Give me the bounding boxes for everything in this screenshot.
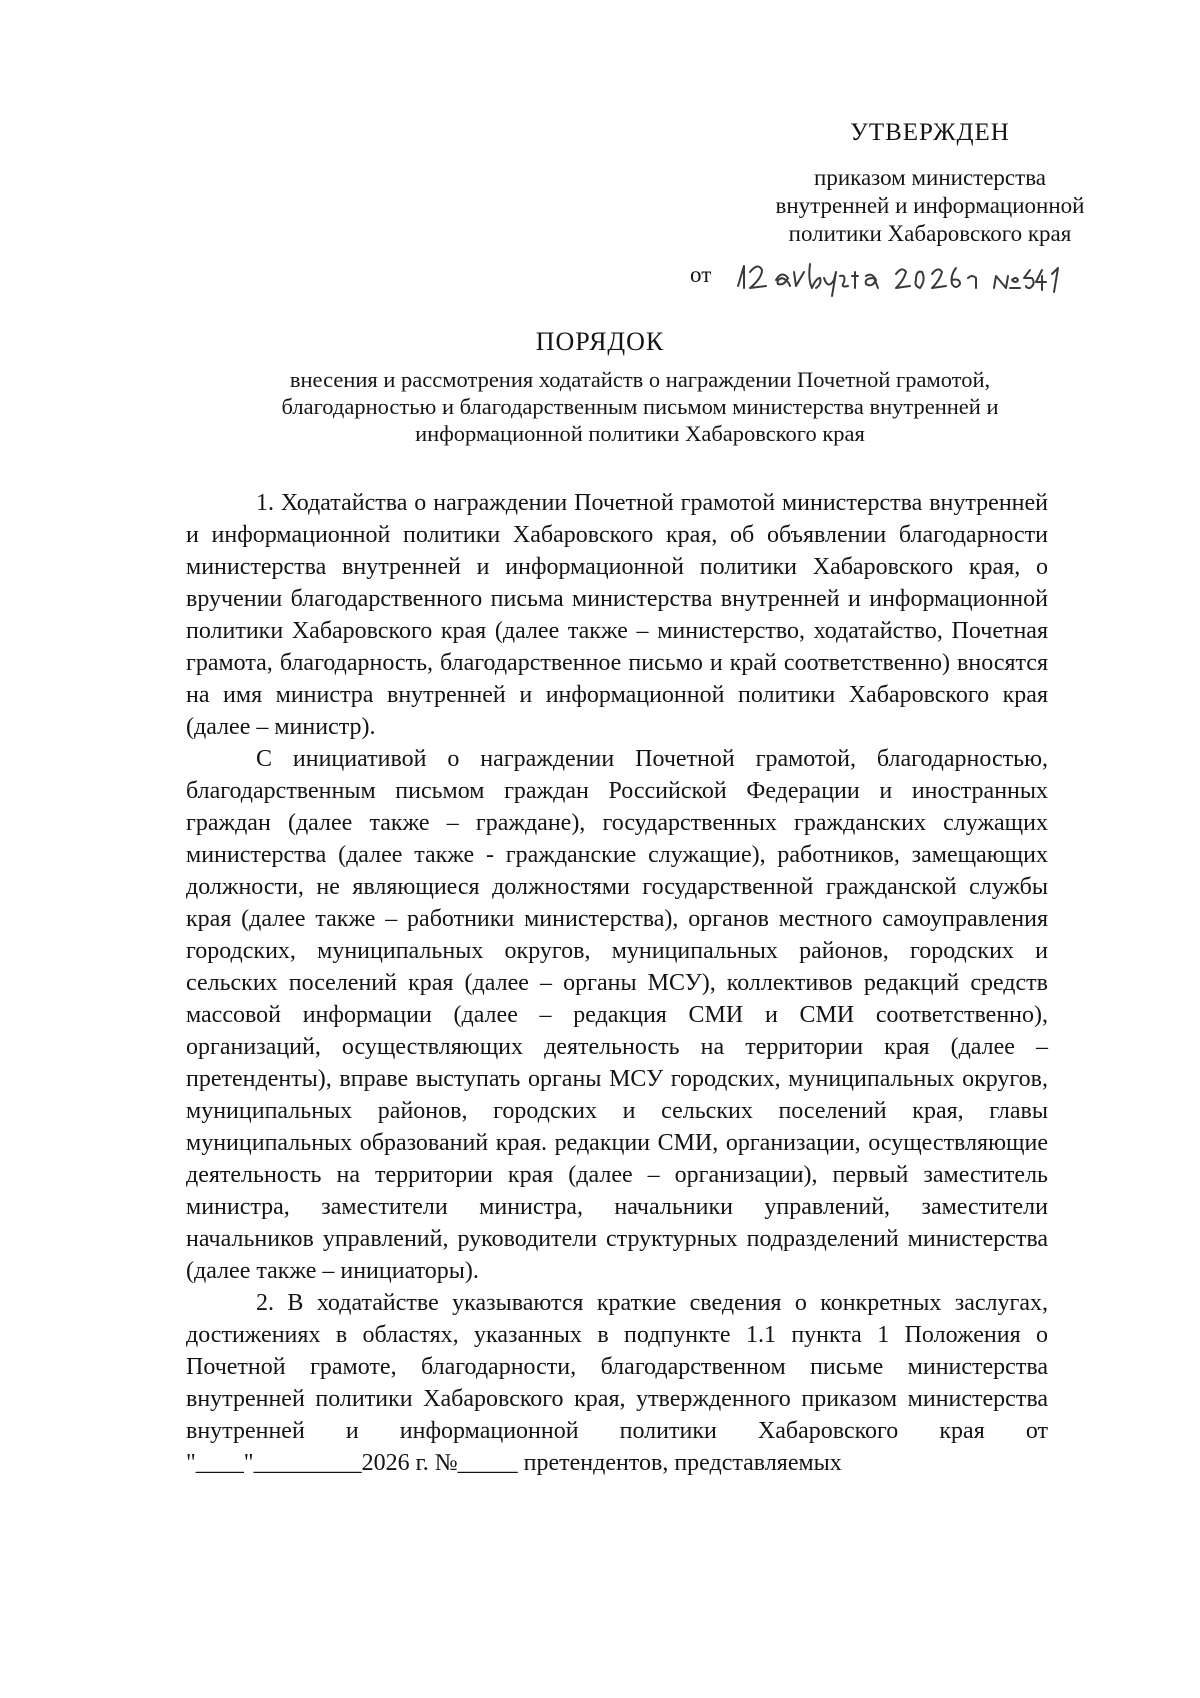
approval-line-1: приказом министерства bbox=[814, 165, 1046, 190]
approval-line-2: внутренней и информационной bbox=[775, 193, 1085, 218]
paragraph-3: 2. В ходатайстве указываются краткие сведения о конкретных заслугах, достижениях в областях, указанных в подпункте 1.1 пункта 1 Положения о Почетной грамоте, благодарности, благодарственном письме министерства внутренней политики Хабаровского края, утвержденного приказом министерства внутренней и информационной политики Хабаровского края от "____"_________2026 г. №_____ претендентов, представляемых bbox=[186, 1290, 1048, 1476]
handwritten-date bbox=[724, 250, 1064, 302]
document-body bbox=[186, 487, 1048, 1479]
approval-line-3: политики Хабаровского края bbox=[788, 221, 1072, 246]
paragraph-2: С инициативой о награждении Почетной грамотой, благодарностью, благодарственным письмом граждан Российской Федерации и иностранных граждан (далее также – граждане), государственных гражданских служащих министерства (далее также - гражданские служащие), работников, замещающих должности, не являющиеся должностями государственной гражданской службы края (далее также – работники министерства), органов местного самоуправления городских, муниципальных округов, муниципальных районов, городских и сельских поселений края (далее – органы МСУ), коллективов редакций средств массовой информации (далее – редакция СМИ и СМИ соответственно), организаций, осуществляющих деятельность на территории края (далее – претенденты), вправе выступать органы МСУ городских, муниципальных округов, муниципальных районов, городских и сельских поселений края, главы муниципальных образований края. редакции СМИ, организации, осуществляющие деятельность на территории края (далее – организации), первый заместитель министра, заместители министра, начальники управлений, заместители начальников управлений, руководители структурных подразделений министерства (далее также – инициаторы). bbox=[186, 746, 1048, 1284]
approval-stamp-block bbox=[690, 118, 1140, 300]
approval-title: УТВЕРЖДЕН bbox=[850, 119, 1010, 146]
paragraph-1: 1. Ходатайства о награждении Почетной грамотой министерства внутренней и информационной политики Хабаровского края, об объявлении благодарности министерства внутренней и информационной политики Хабаровского края, о вручении благодарственного письма министерства внутренней и информационной политики Хабаровского края (далее также – министерство, ходатайство, Почетная грамота, благодарность, благодарственное письмо и край соответственно) вносятся на имя министра внутренней и информационной политики Хабаровского края (далее – министр). bbox=[186, 490, 1048, 740]
document-subtitle: внесения и рассмотрения ходатайств о награждении Почетной грамотой, благодарностью и благодарственным письмом министерства внутренней и информационной политики Хабаровского края bbox=[281, 367, 999, 446]
approval-date-line bbox=[690, 256, 1140, 300]
date-prefix: от bbox=[690, 262, 712, 287]
document-title: ПОРЯДОК bbox=[535, 327, 665, 356]
